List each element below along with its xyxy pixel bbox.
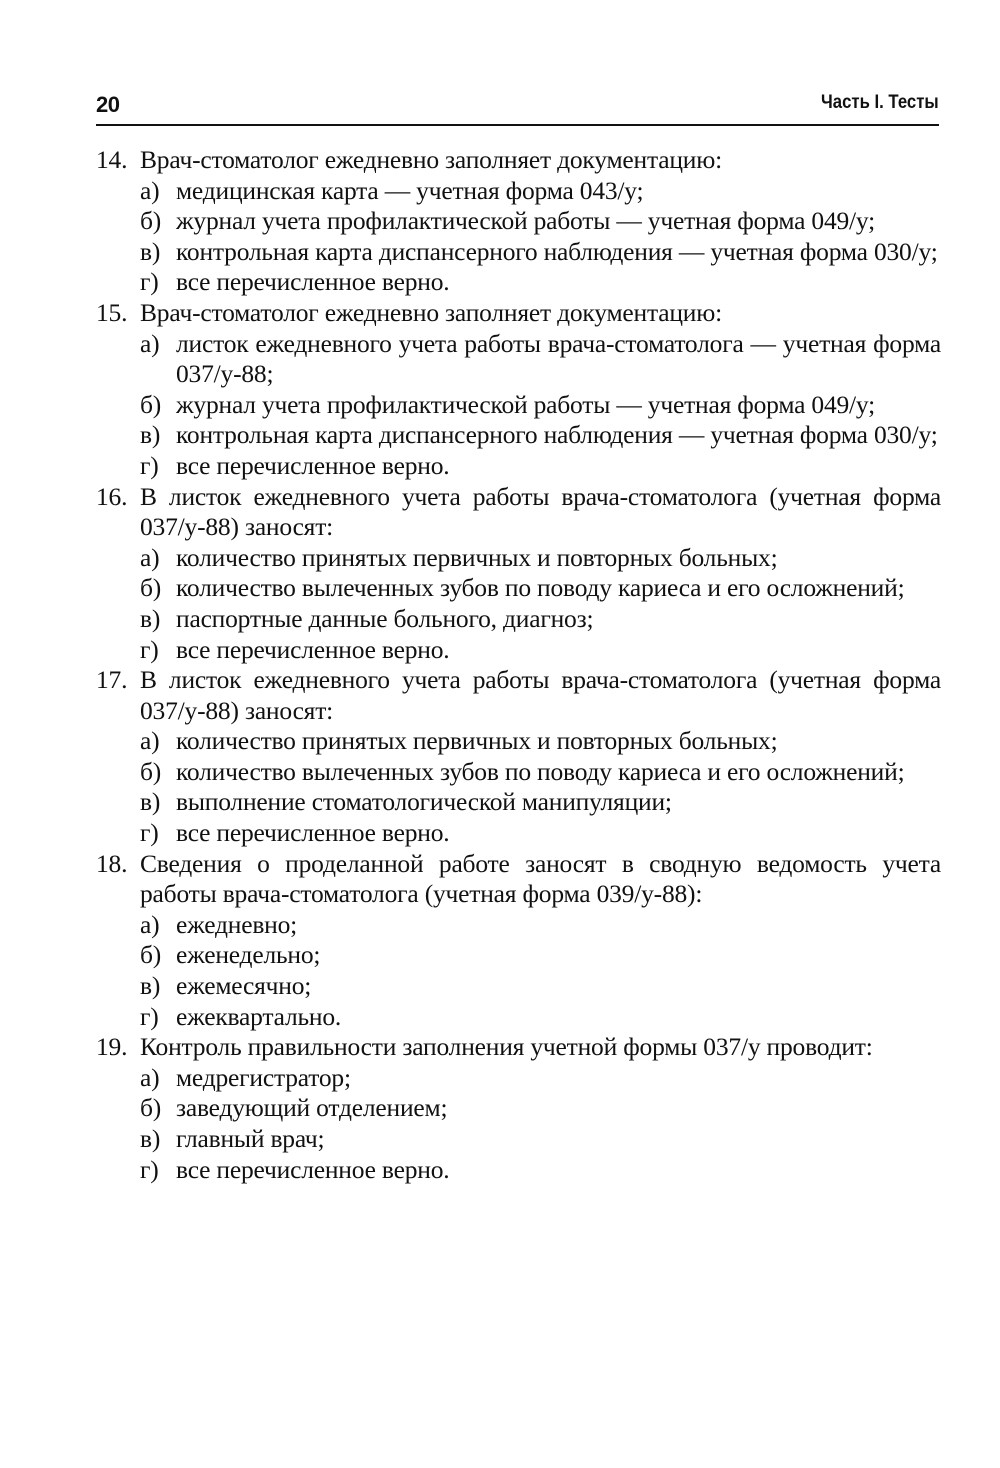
page-number: 20: [96, 92, 120, 117]
answer-option: [140, 910, 941, 941]
answer-option: [140, 543, 941, 574]
option-text: ежемесячно;: [176, 971, 312, 1001]
answer-option: [140, 1063, 941, 1094]
answer-options: [140, 1063, 941, 1185]
option-text: главный врач;: [176, 1124, 325, 1153]
question-number: 17.: [96, 665, 128, 695]
answer-option: [140, 971, 941, 1002]
answer-option: [140, 818, 941, 849]
question-text: Сведения о проделанной работе заносят в сводную ведомость учета работы врача-стоматолога (учетная форма 039/у-88):: [140, 848, 941, 909]
option-letter: а): [140, 328, 160, 358]
answer-option: [140, 635, 941, 666]
option-letter: в): [140, 603, 161, 633]
option-letter: а): [140, 175, 160, 205]
option-text: количество вылеченных зубов по поводу кариеса и его осложнений;: [176, 756, 905, 786]
answer-options: [140, 543, 941, 665]
answer-option: [140, 1124, 941, 1155]
option-letter: б): [140, 389, 162, 419]
option-text: ежеквартально.: [176, 1001, 342, 1031]
option-text: все перечисленное верно.: [176, 634, 450, 664]
option-text: количество вылеченных зубов по поводу кариеса и его осложнений;: [176, 573, 905, 603]
question-text: В листок ежедневного учета работы врача-стоматолога (учетная форма 037/у-88) заносят:: [140, 665, 941, 725]
answer-option: [140, 176, 941, 207]
option-letter: в): [140, 971, 161, 1001]
question-15: [96, 298, 941, 482]
option-letter: г): [140, 818, 159, 848]
answer-option: [140, 757, 941, 788]
answer-options: [140, 910, 941, 1032]
option-letter: б): [140, 573, 162, 603]
option-letter: а): [140, 909, 160, 939]
answer-option: [140, 329, 941, 390]
answer-option: [140, 267, 941, 298]
question-number: 14.: [96, 145, 128, 174]
option-text: листок ежедневного учета работы врача-стоматолога — учетная форма 037/у-88;: [176, 328, 941, 389]
answer-option: [140, 726, 941, 757]
question-text: Врач-стоматолог ежедневно заполняет документацию:: [140, 297, 722, 327]
answer-option: [140, 604, 941, 635]
question-text: Врач-стоматолог ежедневно заполняет документацию:: [140, 145, 722, 174]
question-17: [96, 665, 941, 849]
option-letter: в): [140, 236, 161, 266]
option-text: количество принятых первичных и повторных больных;: [176, 726, 778, 756]
option-letter: б): [140, 1093, 162, 1123]
answer-option: [140, 237, 941, 268]
option-text: контрольная карта диспансерного наблюдения — учетная форма 030/у;: [176, 420, 938, 450]
question-14: [96, 145, 941, 298]
option-text: ежедневно;: [176, 909, 298, 939]
answer-option: [140, 573, 941, 604]
question-19: [96, 1032, 941, 1185]
question-text: В листок ежедневного учета работы врача-стоматолога (учетная форма 037/у-88) заносят:: [140, 481, 941, 542]
option-letter: б): [140, 206, 162, 236]
option-letter: в): [140, 420, 161, 450]
question-text: Контроль правильности заполнения учетной формы 037/у проводит:: [140, 1032, 873, 1062]
option-letter: а): [140, 542, 160, 572]
option-letter: а): [140, 1062, 160, 1092]
option-letter: г): [140, 634, 159, 664]
answer-options: [140, 329, 941, 482]
answer-option: [140, 390, 941, 421]
answer-option: [140, 420, 941, 451]
running-head: Часть I. Тесты: [821, 92, 939, 113]
answer-option: [140, 1002, 941, 1033]
question-18: [96, 849, 941, 1033]
option-text: все перечисленное верно.: [176, 450, 450, 480]
option-text: контрольная карта диспансерного наблюдения — учетная форма 030/у;: [176, 236, 938, 266]
option-text: все перечисленное верно.: [176, 267, 450, 297]
option-text: журнал учета профилактической работы — учетная форма 049/у;: [176, 206, 876, 236]
question-number: 16.: [96, 481, 128, 511]
option-letter: г): [140, 1001, 159, 1031]
option-letter: г): [140, 450, 159, 480]
page-header: [96, 92, 939, 126]
answer-option: [140, 451, 941, 482]
option-text: медрегистратор;: [176, 1062, 351, 1092]
option-text: все перечисленное верно.: [176, 1154, 450, 1184]
question-number: 15.: [96, 297, 128, 327]
option-letter: в): [140, 787, 161, 817]
question-number: 18.: [96, 848, 128, 878]
option-text: количество принятых первичных и повторных больных;: [176, 542, 778, 572]
option-text: паспортные данные больного, диагноз;: [176, 603, 594, 633]
option-letter: а): [140, 726, 160, 756]
answer-option: [140, 940, 941, 971]
question-number: 19.: [96, 1032, 128, 1062]
option-text: журнал учета профилактической работы — учетная форма 049/у;: [176, 389, 876, 419]
option-text: выполнение стоматологической манипуляции;: [176, 787, 672, 817]
answer-option: [140, 1093, 941, 1124]
answer-options: [140, 176, 941, 298]
option-letter: б): [140, 940, 162, 970]
answer-option: [140, 787, 941, 818]
page-content: [96, 145, 941, 1185]
option-text: еженедельно;: [176, 940, 321, 970]
option-text: все перечисленное верно.: [176, 818, 450, 848]
answer-option: [140, 206, 941, 237]
question-16: [96, 482, 941, 666]
answer-options: [140, 726, 941, 848]
option-letter: б): [140, 756, 162, 786]
option-text: медицинская карта — учетная форма 043/у;: [176, 175, 644, 205]
answer-option: [140, 1155, 941, 1186]
option-letter: в): [140, 1124, 161, 1153]
option-text: заведующий отделением;: [176, 1093, 448, 1123]
option-letter: г): [140, 1154, 159, 1184]
option-letter: г): [140, 267, 159, 297]
